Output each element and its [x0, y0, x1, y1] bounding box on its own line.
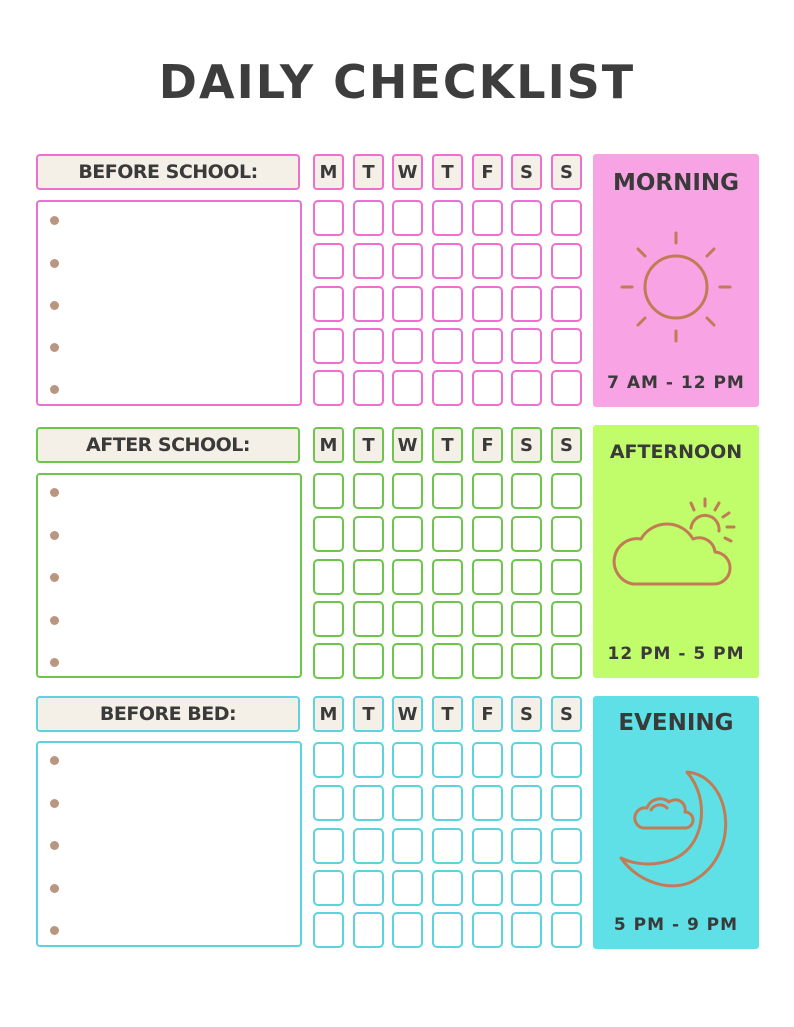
day-checkbox[interactable] — [432, 601, 463, 637]
day-checkbox[interactable] — [313, 200, 344, 236]
day-checkbox[interactable] — [472, 370, 503, 406]
day-checkbox[interactable] — [511, 559, 542, 595]
day-checkbox[interactable] — [511, 473, 542, 509]
day-header: T — [432, 696, 463, 732]
day-header: S — [551, 427, 582, 463]
day-checkbox[interactable] — [392, 912, 423, 948]
list-bullet — [50, 884, 59, 893]
day-checkbox[interactable] — [472, 601, 503, 637]
day-header: T — [353, 154, 384, 190]
sun-icon — [593, 228, 759, 346]
day-checkbox[interactable] — [472, 286, 503, 322]
day-checkbox[interactable] — [353, 286, 384, 322]
day-checkbox[interactable] — [432, 516, 463, 552]
day-checkbox[interactable] — [511, 516, 542, 552]
day-checkbox[interactable] — [472, 912, 503, 948]
day-checkbox[interactable] — [313, 516, 344, 552]
day-checkbox[interactable] — [353, 912, 384, 948]
day-checkbox[interactable] — [353, 870, 384, 906]
day-checkbox[interactable] — [353, 473, 384, 509]
day-checkbox[interactable] — [392, 643, 423, 679]
day-checkbox[interactable] — [551, 473, 582, 509]
day-checkbox[interactable] — [432, 559, 463, 595]
day-header: F — [472, 427, 503, 463]
day-header: M — [313, 154, 344, 190]
day-checkbox[interactable] — [313, 328, 344, 364]
list-bullet — [50, 343, 59, 352]
day-checkbox[interactable] — [511, 328, 542, 364]
day-checkbox[interactable] — [313, 559, 344, 595]
day-checkbox[interactable] — [432, 370, 463, 406]
day-checkbox[interactable] — [551, 200, 582, 236]
day-checkbox[interactable] — [511, 742, 542, 778]
day-header: W — [392, 427, 423, 463]
day-checkbox[interactable] — [353, 559, 384, 595]
day-checkbox[interactable] — [392, 601, 423, 637]
day-header: T — [432, 154, 463, 190]
section-before-bed — [0, 696, 794, 956]
day-checkbox[interactable] — [432, 870, 463, 906]
day-checkbox[interactable] — [551, 912, 582, 948]
day-checkbox[interactable] — [353, 370, 384, 406]
day-checkbox[interactable] — [432, 785, 463, 821]
day-checkbox[interactable] — [313, 828, 344, 864]
day-checkbox[interactable] — [353, 643, 384, 679]
day-checkbox[interactable] — [511, 870, 542, 906]
day-checkbox[interactable] — [432, 828, 463, 864]
time-card-afternoon — [593, 425, 759, 678]
day-checkbox[interactable] — [432, 286, 463, 322]
time-card-morning — [593, 154, 759, 407]
day-checkbox[interactable] — [511, 601, 542, 637]
list-bullet — [50, 531, 59, 540]
day-header: M — [313, 427, 344, 463]
day-checkbox[interactable] — [551, 328, 582, 364]
day-checkbox[interactable] — [353, 516, 384, 552]
day-checkbox[interactable] — [313, 742, 344, 778]
day-checkbox[interactable] — [432, 243, 463, 279]
day-checkbox[interactable] — [511, 912, 542, 948]
day-checkbox[interactable] — [511, 828, 542, 864]
day-checkbox[interactable] — [392, 742, 423, 778]
list-bullet — [50, 259, 59, 268]
day-checkbox[interactable] — [551, 243, 582, 279]
list-bullet — [50, 301, 59, 310]
day-checkbox[interactable] — [392, 370, 423, 406]
day-checkbox[interactable] — [313, 473, 344, 509]
day-checkbox[interactable] — [392, 870, 423, 906]
day-checkbox[interactable] — [551, 601, 582, 637]
day-header: W — [392, 154, 423, 190]
section-label: BEFORE BED: — [36, 696, 300, 732]
day-checkbox[interactable] — [511, 243, 542, 279]
day-header: T — [432, 427, 463, 463]
list-bullet — [50, 926, 59, 935]
day-checkbox[interactable] — [313, 243, 344, 279]
day-checkbox[interactable] — [551, 643, 582, 679]
day-checkbox[interactable] — [313, 870, 344, 906]
day-checkbox[interactable] — [511, 370, 542, 406]
day-checkbox[interactable] — [392, 559, 423, 595]
day-checkbox[interactable] — [313, 643, 344, 679]
day-checkbox[interactable] — [551, 516, 582, 552]
day-checkbox[interactable] — [511, 785, 542, 821]
period-title: EVENING — [618, 710, 734, 736]
cloud-sun-icon — [593, 493, 759, 593]
period-title: MORNING — [612, 170, 740, 196]
day-checkbox[interactable] — [392, 473, 423, 509]
day-header: S — [511, 154, 542, 190]
day-checkbox[interactable] — [551, 742, 582, 778]
list-bullet — [50, 488, 59, 497]
list-bullet — [50, 841, 59, 850]
day-checkbox[interactable] — [353, 200, 384, 236]
day-checkbox[interactable] — [353, 243, 384, 279]
list-bullet — [50, 658, 59, 667]
day-header: W — [392, 696, 423, 732]
day-checkbox[interactable] — [472, 785, 503, 821]
day-checkbox[interactable] — [392, 200, 423, 236]
day-checkbox[interactable] — [551, 870, 582, 906]
day-checkbox[interactable] — [551, 828, 582, 864]
day-checkbox[interactable] — [432, 742, 463, 778]
section-before-school — [0, 154, 794, 414]
day-checkbox[interactable] — [472, 870, 503, 906]
task-list[interactable] — [36, 473, 302, 678]
day-header: T — [353, 427, 384, 463]
day-checkbox[interactable] — [392, 286, 423, 322]
day-checkbox[interactable] — [472, 473, 503, 509]
day-checkbox[interactable] — [432, 328, 463, 364]
day-checkbox[interactable] — [432, 473, 463, 509]
day-checkbox[interactable] — [313, 370, 344, 406]
day-checkbox[interactable] — [353, 328, 384, 364]
page-title: DAILY CHECKLIST — [158, 55, 636, 109]
day-checkbox[interactable] — [392, 516, 423, 552]
section-after-school — [0, 427, 794, 687]
day-checkbox[interactable] — [353, 601, 384, 637]
day-checkbox[interactable] — [432, 200, 463, 236]
day-checkbox[interactable] — [511, 200, 542, 236]
day-header: M — [313, 696, 344, 732]
day-checkbox[interactable] — [313, 286, 344, 322]
time-card-evening — [593, 696, 759, 949]
day-checkbox[interactable] — [511, 643, 542, 679]
list-bullet — [50, 385, 59, 394]
list-bullet — [50, 216, 59, 225]
day-checkbox[interactable] — [472, 742, 503, 778]
day-header: T — [353, 696, 384, 732]
day-checkbox[interactable] — [392, 828, 423, 864]
day-checkbox[interactable] — [392, 785, 423, 821]
list-bullet — [50, 616, 59, 625]
day-checkbox[interactable] — [472, 328, 503, 364]
day-header: S — [551, 154, 582, 190]
day-header: F — [472, 154, 503, 190]
list-bullet — [50, 573, 59, 582]
day-checkbox[interactable] — [432, 912, 463, 948]
day-checkbox[interactable] — [472, 200, 503, 236]
section-label: AFTER SCHOOL: — [36, 427, 300, 463]
list-bullet — [50, 799, 59, 808]
day-checkbox[interactable] — [551, 286, 582, 322]
day-checkbox[interactable] — [392, 243, 423, 279]
day-checkbox[interactable] — [551, 370, 582, 406]
day-checkbox[interactable] — [313, 601, 344, 637]
day-checkbox[interactable] — [472, 559, 503, 595]
day-checkbox[interactable] — [472, 828, 503, 864]
day-checkbox[interactable] — [511, 286, 542, 322]
day-checkbox[interactable] — [472, 643, 503, 679]
day-checkbox[interactable] — [313, 912, 344, 948]
time-range: 5 PM - 9 PM — [613, 915, 739, 935]
day-checkbox[interactable] — [472, 516, 503, 552]
day-checkbox[interactable] — [551, 785, 582, 821]
task-list[interactable] — [36, 741, 302, 947]
task-list[interactable] — [36, 200, 302, 406]
section-label: BEFORE SCHOOL: — [36, 154, 300, 190]
day-header: S — [511, 696, 542, 732]
day-checkbox[interactable] — [313, 785, 344, 821]
time-range: 12 PM - 5 PM — [607, 644, 745, 664]
day-checkbox[interactable] — [353, 742, 384, 778]
day-header: S — [511, 427, 542, 463]
day-checkbox[interactable] — [551, 559, 582, 595]
day-header: F — [472, 696, 503, 732]
moon-cloud-icon — [593, 768, 759, 893]
time-range: 7 AM - 12 PM — [607, 373, 745, 393]
day-checkbox[interactable] — [392, 328, 423, 364]
list-bullet — [50, 756, 59, 765]
day-header: S — [551, 696, 582, 732]
day-checkbox[interactable] — [353, 785, 384, 821]
day-checkbox[interactable] — [472, 243, 503, 279]
day-checkbox[interactable] — [432, 643, 463, 679]
day-checkbox[interactable] — [353, 828, 384, 864]
period-title: AFTERNOON — [609, 441, 743, 463]
